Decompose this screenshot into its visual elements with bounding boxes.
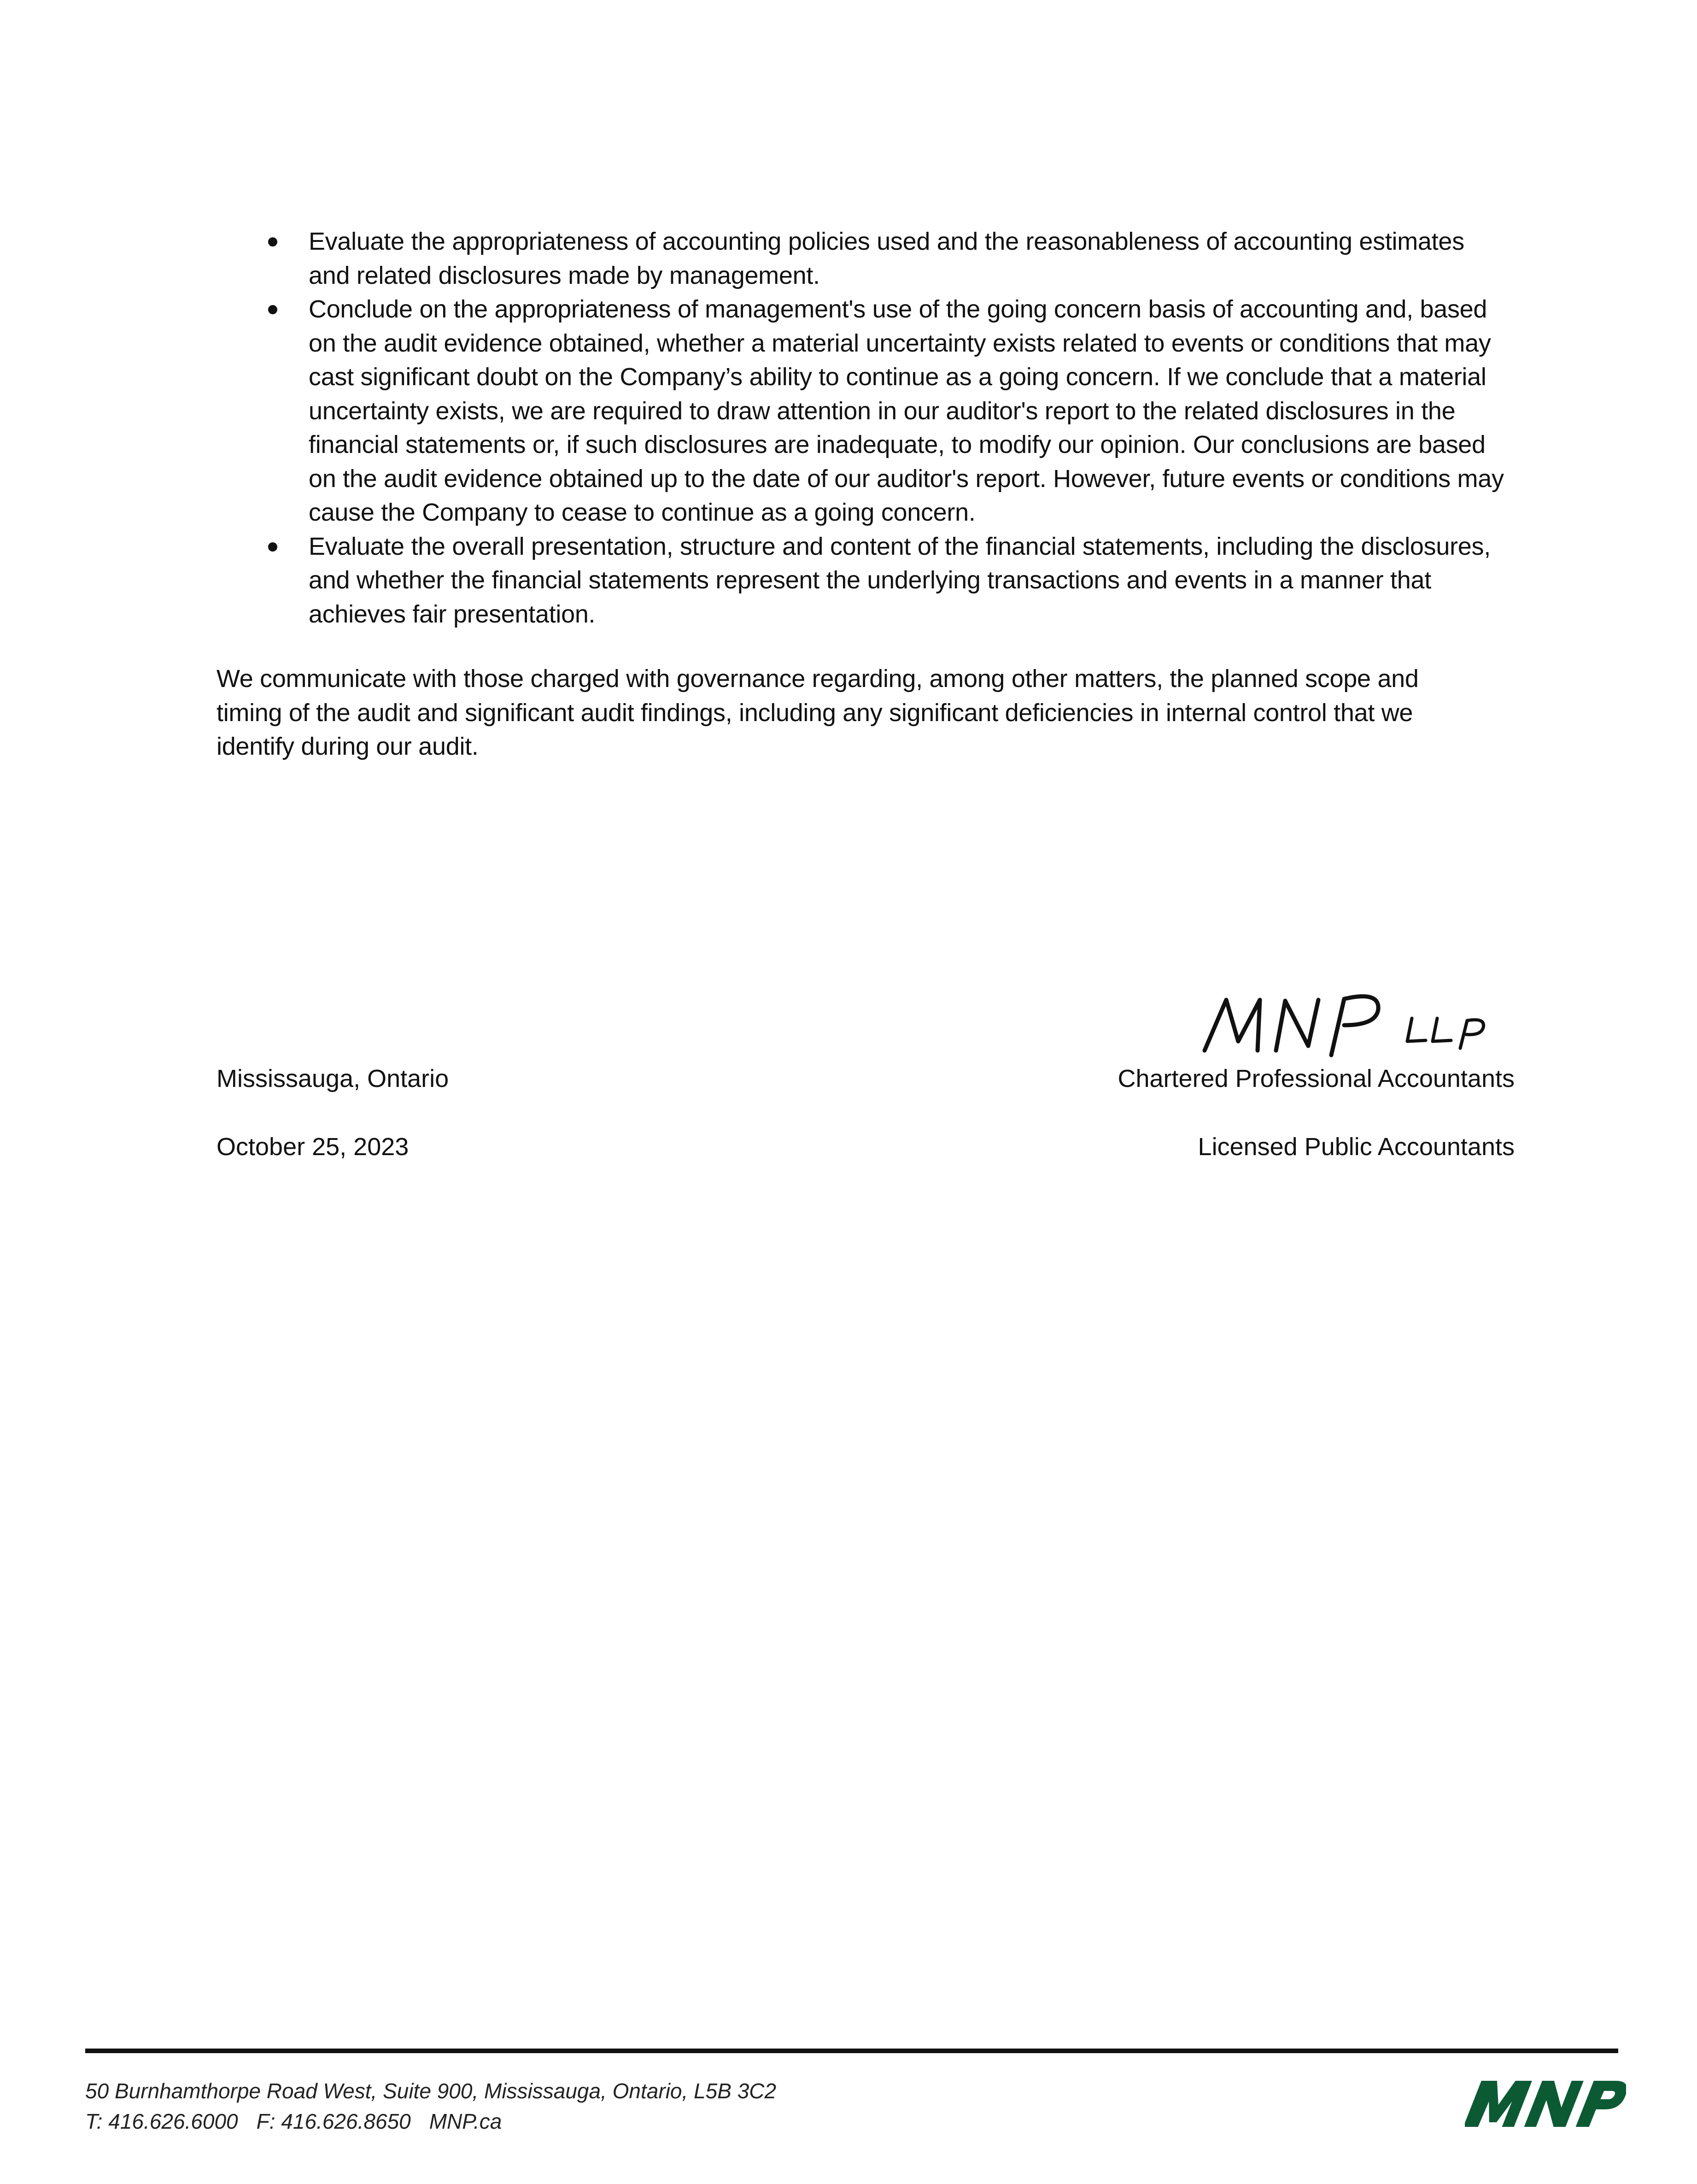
list-item <box>217 225 1511 293</box>
bullet-text: Evaluate the appropriateness of accounting policies used and the reasonableness of accounting estimates and related disclosures made by management. <box>309 228 1464 289</box>
list-item <box>217 293 1511 530</box>
footer-website[interactable]: MNP.ca <box>429 2109 502 2133</box>
footer-contact <box>85 2076 776 2137</box>
firm-signature <box>1198 981 1520 1074</box>
footer-address: 50 Burnhamthorpe Road West, Suite 900, Mississauga, Ontario, L5B 3C2 <box>85 2079 777 2103</box>
firm-title-lpa: Licensed Public Accountants <box>1198 1133 1515 1161</box>
bullet-icon <box>268 542 277 552</box>
bullet-icon <box>268 237 277 247</box>
signing-location: Mississauga, Ontario <box>217 1065 449 1092</box>
governance-paragraph: We communicate with those charged with governance regarding, among other matters, the planned scope and timing of the audit and significant audit findings, including any significant deficiencies in internal control that we identify during our audit. <box>217 665 1419 760</box>
list-item <box>217 530 1511 632</box>
bullet-icon <box>268 305 277 314</box>
bullet-text: Conclude on the appropriateness of management's use of the going concern basis of accounting and, based on the audit evidence obtained, whether a material uncertainty exists related to events or conditions that may cast significant doubt on the Company’s ability to continue as a going concern. If we conclude that a material uncertainty exists, we are required to draw attention in our auditor's report to the related disclosures in the financial statements or, if such disclosures are inadequate, to modify our opinion. Our conclusions are based on the audit evidence obtained up to the date of our auditor's report. However, future events or conditions may cause the Company to cease to continue as a going concern. <box>309 295 1504 526</box>
mnp-logo <box>1465 2076 1626 2131</box>
footer-phone: T: 416.626.6000 <box>85 2109 238 2133</box>
footer-fax: F: 416.626.8650 <box>256 2109 411 2133</box>
firm-title-cpa: Chartered Professional Accountants <box>1118 1065 1515 1092</box>
footer-phone-line <box>85 2106 776 2137</box>
audit-procedures-list <box>217 225 1511 631</box>
signing-date: October 25, 2023 <box>217 1133 409 1161</box>
footer-divider <box>85 2049 1618 2053</box>
bullet-text: Evaluate the overall presentation, structure and content of the financial statements, including the disclosures, and whether the financial statements represent the underlying transactions and events in a manner that achieves fair presentation. <box>309 532 1491 628</box>
